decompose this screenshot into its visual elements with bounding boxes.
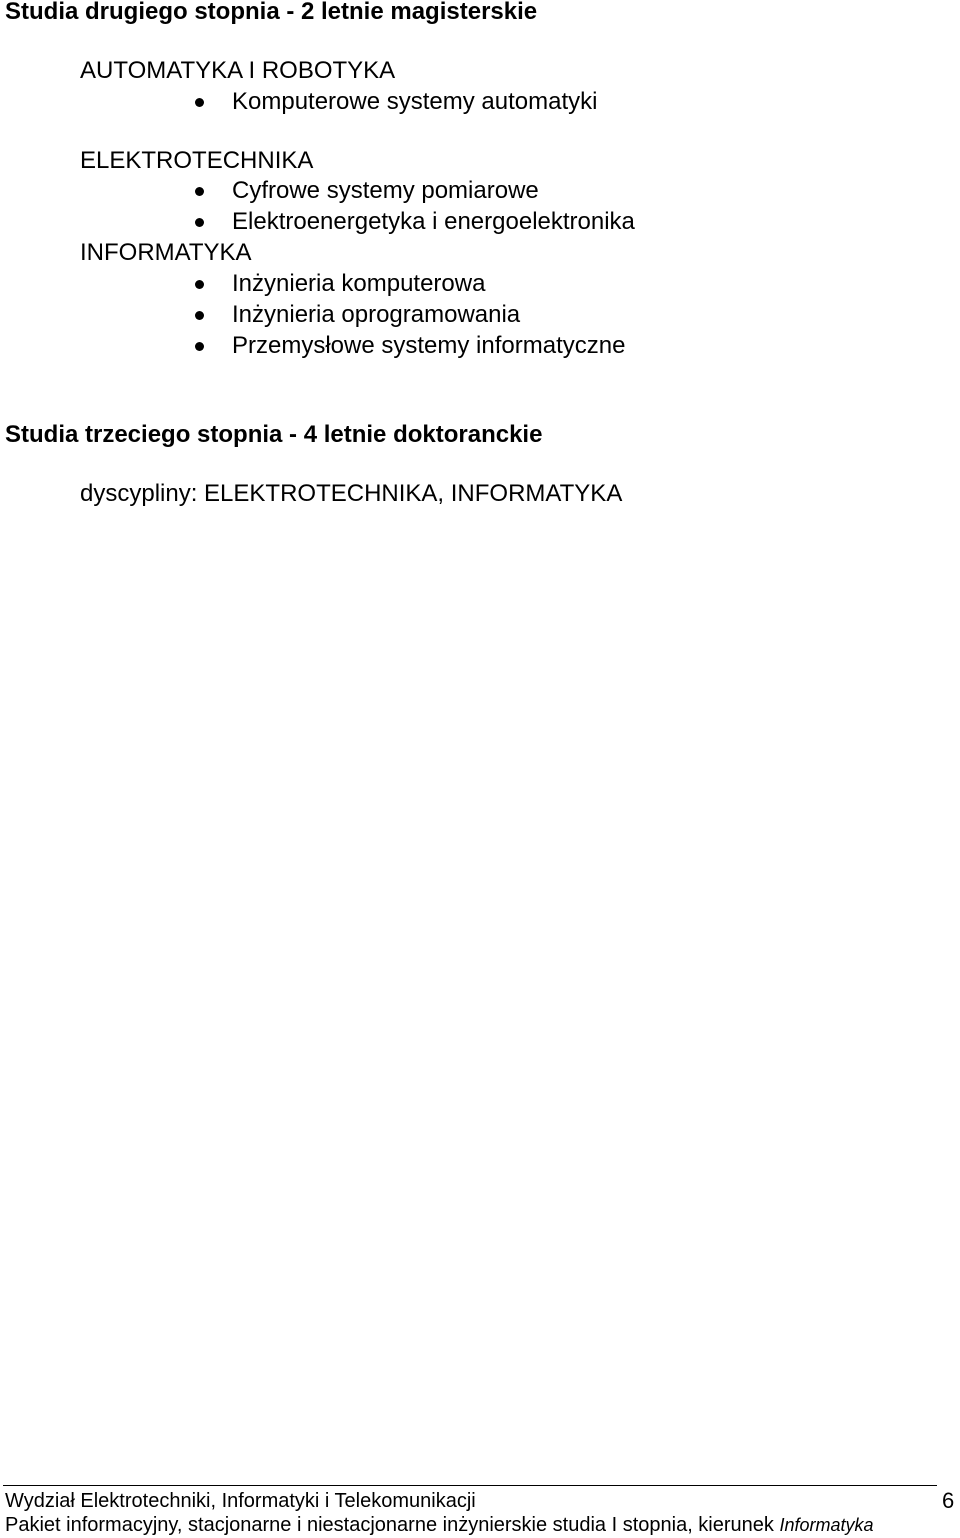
spec-item: Przemysłowe systemy informatyczne [232, 332, 626, 359]
bullet-icon [195, 342, 204, 351]
spec-item: Inżynieria komputerowa [232, 270, 486, 297]
bullet-icon [195, 187, 204, 196]
spec-item: Cyfrowe systemy pomiarowe [232, 177, 539, 204]
footer-package [5, 1514, 874, 1537]
field-informatyka: INFORMATYKA [80, 239, 252, 266]
page-number: 6 [942, 1488, 955, 1513]
spec-item: Komputerowe systemy automatyki [232, 88, 598, 115]
bullet-icon [195, 218, 204, 227]
footer-faculty: Wydział Elektrotechniki, Informatyki i Telekomunikacji [5, 1490, 476, 1512]
doctoral-disciplines: dyscypliny: ELEKTROTECHNIKA, INFORMATYKA [80, 480, 623, 507]
doctoral-studies-heading: Studia trzeciego stopnia - 4 letnie doktoranckie [5, 421, 543, 448]
field-elektrotechnika: ELEKTROTECHNIKA [80, 147, 314, 174]
bullet-icon [195, 280, 204, 289]
field-automatyka: AUTOMATYKA I ROBOTYKA [80, 57, 396, 84]
footer-package-prefix: Pakiet informacyjny, stacjonarne i niestacjonarne inżynierskie studia I stopnia, kierunek [5, 1514, 774, 1536]
footer-divider [3, 1485, 937, 1486]
spec-item: Elektroenergetyka i energoelektronika [232, 208, 635, 235]
bullet-icon [195, 98, 204, 107]
footer-package-field: Informatyka [779, 1515, 874, 1535]
spec-item: Inżynieria oprogramowania [232, 301, 521, 328]
master-studies-heading: Studia drugiego stopnia - 2 letnie magisterskie [5, 0, 538, 25]
bullet-icon [195, 311, 204, 320]
